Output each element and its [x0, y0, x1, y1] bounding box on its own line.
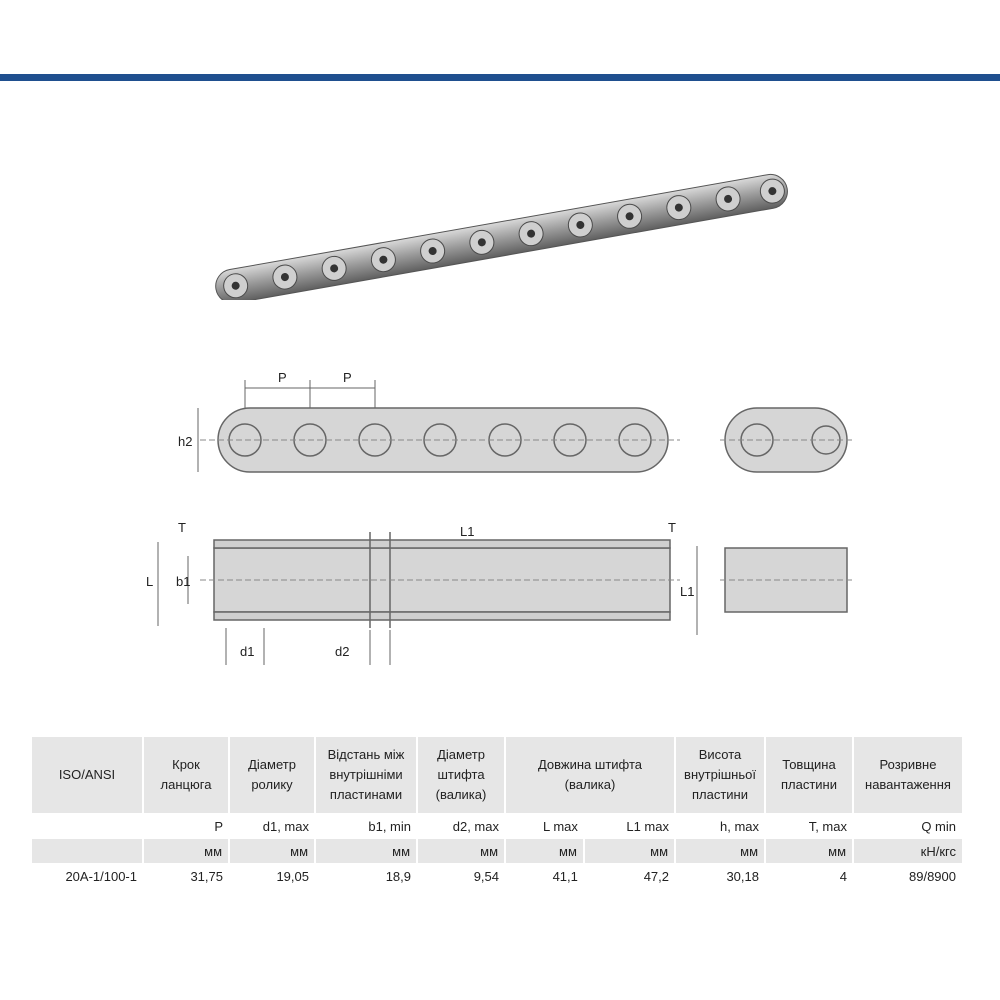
header-pitch: Крок ланцюга: [143, 737, 229, 813]
unit-cell: мм: [675, 839, 765, 863]
label-t-left: T: [178, 520, 186, 535]
cell-iso-ansi: 20A-1/100-1: [65, 868, 137, 884]
unit-cell: [32, 839, 143, 863]
unit-cell: мм: [229, 839, 315, 863]
label-l1-right: L1: [680, 584, 695, 599]
header-inner-width: Відстань між внутрішніми пластинами: [315, 737, 417, 813]
header-pin-length: Довжина штифта (валика): [505, 737, 675, 813]
label-p-right: P: [343, 370, 352, 385]
symbol-cell: L1 max: [626, 818, 669, 834]
unit-cell: мм: [315, 839, 417, 863]
cell-h: 30,18: [726, 868, 759, 884]
symbol-cell: d1, max: [262, 818, 309, 834]
chain-technical-drawing: [140, 360, 860, 680]
symbol-cell: b1, min: [368, 818, 411, 834]
header-roller-diameter: Діаметр ролику: [229, 737, 315, 813]
cell-l: 41,1: [552, 868, 578, 884]
label-p-left: P: [278, 370, 287, 385]
cell-d2: 9,54: [473, 868, 499, 884]
label-b1: b1: [176, 574, 191, 589]
label-l: L: [146, 574, 154, 589]
header-plate-thickness: Товщина пластини: [765, 737, 853, 813]
table-symbol-row: [32, 813, 962, 839]
symbol-cell: L max: [542, 818, 578, 834]
symbol-cell: Q min: [921, 818, 956, 834]
unit-cell: мм: [143, 839, 229, 863]
symbol-cell: P: [214, 818, 223, 834]
symbol-cell: h, max: [719, 818, 759, 834]
header-pin-diameter: Діаметр штифта (валика): [417, 737, 505, 813]
label-t-right: T: [668, 520, 676, 535]
header-iso-ansi: ISO/ANSI: [32, 737, 143, 813]
label-h2: h2: [178, 434, 193, 449]
cell-b1: 18,9: [385, 868, 411, 884]
cell-q: 89/8900: [909, 868, 956, 884]
table-header-row: [32, 737, 962, 813]
symbol-cell: [32, 813, 143, 839]
table-row: [32, 863, 962, 889]
header-breaking-load: Розривне навантаження: [853, 737, 962, 813]
symbol-cell: d2, max: [452, 818, 499, 834]
label-d1: d1: [240, 644, 255, 659]
cell-l1: 47,2: [643, 868, 669, 884]
chain-photo: [200, 160, 800, 300]
chain-spec-table: [32, 737, 962, 889]
label-d2: d2: [335, 644, 350, 659]
table-unit-row: [32, 839, 962, 863]
unit-cell: мм: [505, 839, 584, 863]
unit-cell: мм: [584, 839, 675, 863]
cell-t: 4: [839, 868, 847, 884]
unit-cell: кН/кгс: [853, 839, 962, 863]
header-inner-plate-height: Висота внутрішньої пластини: [675, 737, 765, 813]
unit-cell: мм: [417, 839, 505, 863]
label-l1-mid: L1: [460, 524, 475, 539]
top-accent-bar: [0, 74, 1000, 81]
cell-d1: 19,05: [276, 868, 309, 884]
unit-cell: мм: [765, 839, 853, 863]
symbol-cell: T, max: [808, 818, 847, 834]
cell-pitch: 31,75: [190, 868, 223, 884]
